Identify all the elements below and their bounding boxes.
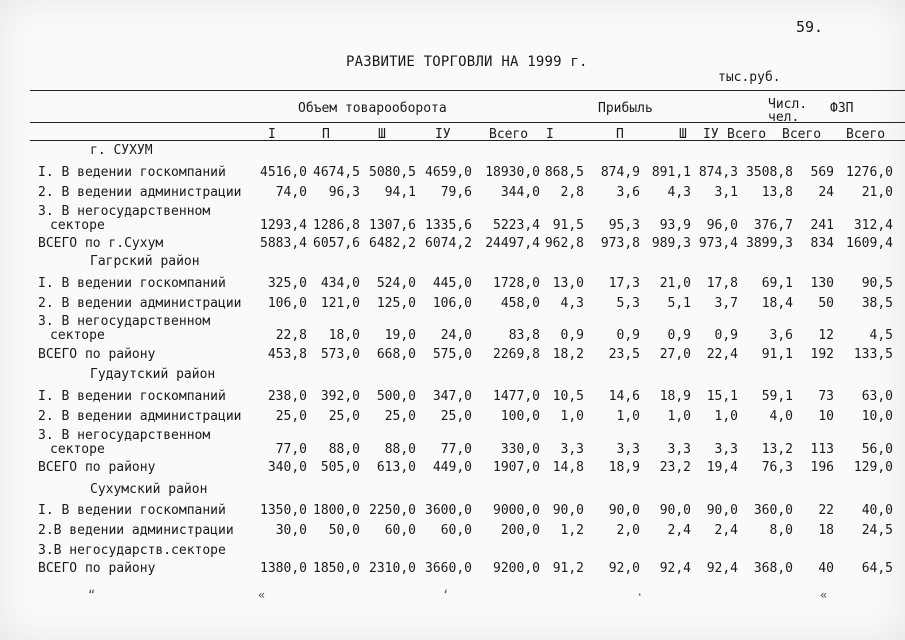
table-cell: 4516,0 <box>260 165 307 180</box>
table-cell: 90,5 <box>861 276 893 291</box>
table-cell: 453,8 <box>267 347 307 362</box>
row-label: ВСЕГО по району <box>38 460 156 475</box>
row-label: ВСЕГО по району <box>38 347 156 362</box>
table-cell: 344,0 <box>500 185 540 200</box>
table-cell: 15,1 <box>706 389 738 404</box>
table-cell: 90,0 <box>706 503 738 518</box>
table-cell: 330,0 <box>500 442 540 457</box>
table-cell: 1380,0 <box>260 561 307 576</box>
table-cell: 238,0 <box>267 389 307 404</box>
table-cell: 1,0 <box>667 409 691 424</box>
table-cell: 92,4 <box>706 561 738 576</box>
table-cell: 1477,0 <box>493 389 540 404</box>
section-title <box>0 482 905 500</box>
table-cell: 22 <box>818 503 834 518</box>
margin-mark: “ <box>88 588 96 602</box>
table-cell: 973,4 <box>698 236 738 251</box>
table-cell: 121,0 <box>320 296 360 311</box>
table-cell: 3660,0 <box>425 561 472 576</box>
row-values <box>0 296 905 314</box>
table-cell: 50 <box>818 296 834 311</box>
table-cell: 24 <box>818 185 834 200</box>
margin-mark: « <box>258 588 266 602</box>
table-cell: 13,8 <box>761 185 793 200</box>
table-cell: 573,0 <box>320 347 360 362</box>
row-label: 3. В негосударственном <box>38 314 211 329</box>
table-cell: 17,8 <box>706 276 738 291</box>
table-cell: 874,3 <box>698 165 738 180</box>
table-cell: 96,0 <box>706 218 738 233</box>
row-values <box>0 523 905 541</box>
header-staff-line1: Числ. <box>768 97 808 112</box>
row-values <box>0 389 905 407</box>
table-cell: 40 <box>818 561 834 576</box>
table-cell: 30,0 <box>275 523 307 538</box>
table-cell: 4,0 <box>769 409 793 424</box>
table-cell: 19,4 <box>706 460 738 475</box>
table-cell: 524,0 <box>376 276 416 291</box>
table-cell: 1276,0 <box>846 165 893 180</box>
table-cell: 96,3 <box>328 185 360 200</box>
row-label: I. В ведении госкомпаний <box>38 276 226 291</box>
col-header-fzp-total: Всего <box>846 127 886 142</box>
table-cell: 24497,4 <box>485 236 540 251</box>
table-cell: 3,3 <box>714 442 738 457</box>
table-cell: 5080,5 <box>369 165 416 180</box>
header-top-rule <box>30 90 905 91</box>
table-cell: 106,0 <box>267 296 307 311</box>
table-cell: 76,3 <box>761 460 793 475</box>
table-cell: 1,0 <box>560 409 584 424</box>
margin-mark: « <box>820 588 828 602</box>
table-cell: 6057,6 <box>313 236 360 251</box>
table-cell: 93,9 <box>659 218 691 233</box>
table-cell: 2310,0 <box>369 561 416 576</box>
header-mid-rule <box>30 122 905 123</box>
table-cell: 94,1 <box>384 185 416 200</box>
table-cell: 569 <box>810 165 834 180</box>
table-cell: 2,8 <box>560 185 584 200</box>
table-cell: 38,5 <box>861 296 893 311</box>
table-cell: 2269,8 <box>493 347 540 362</box>
table-cell: 575,0 <box>432 347 472 362</box>
table-cell: 18,0 <box>328 328 360 343</box>
table-cell: 90,0 <box>608 503 640 518</box>
table-cell: 1,0 <box>616 409 640 424</box>
table-cell: 4674,5 <box>313 165 360 180</box>
table-cell: 133,5 <box>853 347 893 362</box>
section-title-text: Сухумский район <box>90 482 208 497</box>
table-cell: 91,5 <box>552 218 584 233</box>
table-cell: 3,3 <box>667 442 691 457</box>
table-cell: 18,4 <box>761 296 793 311</box>
table-cell: 130 <box>810 276 834 291</box>
table-cell: 668,0 <box>376 347 416 362</box>
table-cell: 9200,0 <box>493 561 540 576</box>
col-header-staff-total: Всего <box>782 127 822 142</box>
page-title: РАЗВИТИЕ ТОРГОВЛИ НА 1999 г. <box>346 54 588 70</box>
row-label: I. В ведении госкомпаний <box>38 165 226 180</box>
table-cell: 3,1 <box>714 185 738 200</box>
section-title <box>0 254 905 272</box>
table-cell: 56,0 <box>861 442 893 457</box>
header-profit: Прибыль <box>598 101 653 116</box>
table-cell: 69,1 <box>761 276 793 291</box>
table-cell: 3,3 <box>616 442 640 457</box>
table-cell: 1907,0 <box>493 460 540 475</box>
table-cell: 100,0 <box>500 409 540 424</box>
table-cell: 40,0 <box>861 503 893 518</box>
row-label: 2. В ведении администрации <box>38 409 242 424</box>
col-header-q4: IУ <box>435 127 451 142</box>
table-cell: 4659,0 <box>425 165 472 180</box>
table-cell: 21,0 <box>659 276 691 291</box>
row-values <box>0 328 905 346</box>
table-cell: 0,9 <box>560 328 584 343</box>
col-header-q3: Ш <box>378 127 386 142</box>
table-cell: 973,8 <box>600 236 640 251</box>
table-cell: 14,8 <box>552 460 584 475</box>
table-cell: 21,0 <box>861 185 893 200</box>
table-cell: 1335,6 <box>425 218 472 233</box>
table-cell: 22,4 <box>706 347 738 362</box>
row-label-line2: секторе <box>50 328 105 343</box>
table-cell: 3,3 <box>560 442 584 457</box>
table-cell: 18,9 <box>608 460 640 475</box>
row-label: ВСЕГО по г.Сухум <box>38 236 164 251</box>
table-cell: 6482,2 <box>369 236 416 251</box>
row-values <box>0 503 905 521</box>
table-cell: 60,0 <box>384 523 416 538</box>
col-header-profit-q1: I <box>546 127 554 142</box>
table-cell: 1293,4 <box>260 218 307 233</box>
table-cell: 2,4 <box>667 523 691 538</box>
table-cell: 4,5 <box>869 328 893 343</box>
row-label: 3. В негосударственном <box>38 204 211 219</box>
page-number: 59. <box>796 18 824 36</box>
col-header-profit-total: Всего <box>727 127 767 142</box>
table-cell: 0,9 <box>667 328 691 343</box>
table-cell: 18930,0 <box>485 165 540 180</box>
header-bottom-rule <box>30 140 905 141</box>
row-label-line2: секторе <box>50 218 105 233</box>
table-cell: 5,1 <box>667 296 691 311</box>
header-staff-line2: чел. <box>768 110 800 125</box>
table-cell: 113 <box>810 442 834 457</box>
row-values <box>0 460 905 478</box>
table-cell: 4,3 <box>560 296 584 311</box>
table-cell: 834 <box>810 236 834 251</box>
table-cell: 79,6 <box>440 185 472 200</box>
row-label: I. В ведении госкомпаний <box>38 503 226 518</box>
row-values <box>0 561 905 579</box>
row-label: 3.В негосударств.секторе <box>38 543 226 558</box>
table-cell: 340,0 <box>267 460 307 475</box>
row-values <box>0 347 905 365</box>
table-cell: 874,9 <box>600 165 640 180</box>
table-cell: 458,0 <box>500 296 540 311</box>
table-cell: 25,0 <box>384 409 416 424</box>
table-cell: 3508,8 <box>746 165 793 180</box>
table-cell: 5883,4 <box>260 236 307 251</box>
margin-mark: ‘ <box>442 588 450 602</box>
table-cell: 10,0 <box>861 409 893 424</box>
table-cell: 25,0 <box>440 409 472 424</box>
table-cell: 90,0 <box>659 503 691 518</box>
table-cell: 1728,0 <box>493 276 540 291</box>
table-cell: 8,0 <box>769 523 793 538</box>
table-cell: 27,0 <box>659 347 691 362</box>
table-cell: 10,5 <box>552 389 584 404</box>
table-cell: 2,0 <box>616 523 640 538</box>
table-cell: 962,8 <box>544 236 584 251</box>
table-cell: 73 <box>818 389 834 404</box>
row-label: I. В ведении госкомпаний <box>38 389 226 404</box>
table-cell: 24,0 <box>440 328 472 343</box>
table-cell: 5,3 <box>616 296 640 311</box>
table-cell: 2,4 <box>714 523 738 538</box>
table-cell: 17,3 <box>608 276 640 291</box>
table-cell: 12 <box>818 328 834 343</box>
col-header-q2: П <box>322 127 330 142</box>
table-cell: 13,0 <box>552 276 584 291</box>
table-cell: 505,0 <box>320 460 360 475</box>
table-cell: 0,9 <box>714 328 738 343</box>
table-cell: 64,5 <box>861 561 893 576</box>
row-label-line2: секторе <box>50 442 105 457</box>
table-cell: 2250,0 <box>369 503 416 518</box>
table-cell: 77,0 <box>440 442 472 457</box>
table-cell: 125,0 <box>376 296 416 311</box>
section-title <box>0 367 905 385</box>
table-cell: 4,3 <box>667 185 691 200</box>
section-title-text: Гудаутский район <box>90 367 216 382</box>
table-cell: 3600,0 <box>425 503 472 518</box>
table-cell: 18,2 <box>552 347 584 362</box>
header-turnover: Объем товарооборота <box>298 101 447 116</box>
table-cell: 891,1 <box>651 165 691 180</box>
table-cell: 989,3 <box>651 236 691 251</box>
table-cell: 95,3 <box>608 218 640 233</box>
table-cell: 312,4 <box>853 218 893 233</box>
table-cell: 196 <box>810 460 834 475</box>
table-cell: 3899,3 <box>746 236 793 251</box>
col-header-profit-q2: П <box>616 127 624 142</box>
section-title-text: г. СУХУМ <box>90 143 153 158</box>
table-cell: 24,5 <box>861 523 893 538</box>
row-values <box>0 218 905 236</box>
table-cell: 1850,0 <box>313 561 360 576</box>
table-cell: 392,0 <box>320 389 360 404</box>
row-values <box>0 409 905 427</box>
table-cell: 613,0 <box>376 460 416 475</box>
margin-marks <box>0 588 905 608</box>
table-cell: 241 <box>810 218 834 233</box>
col-header-profit-q4: IУ <box>703 127 719 142</box>
table-cell: 59,1 <box>761 389 793 404</box>
table-cell: 868,5 <box>544 165 584 180</box>
col-header-q1: I <box>268 127 276 142</box>
row-label: ВСЕГО по району <box>38 561 156 576</box>
table-cell: 9000,0 <box>493 503 540 518</box>
table-cell: 88,0 <box>328 442 360 457</box>
table-cell: 0,9 <box>616 328 640 343</box>
table-cell: 129,0 <box>853 460 893 475</box>
table-cell: 18 <box>818 523 834 538</box>
table-cell: 5223,4 <box>493 218 540 233</box>
table-cell: 6074,2 <box>425 236 472 251</box>
margin-mark: · <box>636 588 644 602</box>
table-cell: 92,4 <box>659 561 691 576</box>
section-title <box>0 143 905 161</box>
table-cell: 10 <box>818 409 834 424</box>
table-cell: 77,0 <box>275 442 307 457</box>
table-cell: 22,8 <box>275 328 307 343</box>
table-cell: 347,0 <box>432 389 472 404</box>
table-cell: 192 <box>810 347 834 362</box>
table-cell: 325,0 <box>267 276 307 291</box>
table-cell: 19,0 <box>384 328 416 343</box>
table-cell: 74,0 <box>275 185 307 200</box>
table-cell: 83,8 <box>508 328 540 343</box>
row-values <box>0 442 905 460</box>
table-cell: 23,2 <box>659 460 691 475</box>
table-cell: 200,0 <box>500 523 540 538</box>
table-cell: 445,0 <box>432 276 472 291</box>
table-cell: 368,0 <box>753 561 793 576</box>
table-cell: 23,5 <box>608 347 640 362</box>
row-label: 2. В ведении администрации <box>38 185 242 200</box>
table-cell: 1286,8 <box>313 218 360 233</box>
table-cell: 1,2 <box>560 523 584 538</box>
table-cell: 25,0 <box>275 409 307 424</box>
table-cell: 1307,6 <box>369 218 416 233</box>
table-cell: 376,7 <box>753 218 793 233</box>
table-cell: 3,6 <box>616 185 640 200</box>
units-label: тыс.руб. <box>718 70 781 85</box>
table-cell: 14,6 <box>608 389 640 404</box>
section-title-text: Гагрский район <box>90 254 200 269</box>
table-cell: 18,9 <box>659 389 691 404</box>
table-cell: 60,0 <box>440 523 472 538</box>
row-private <box>0 543 905 561</box>
table-cell: 1350,0 <box>260 503 307 518</box>
row-label: 2.В ведении администрации <box>38 523 234 538</box>
table-cell: 360,0 <box>753 503 793 518</box>
row-values <box>0 165 905 183</box>
table-cell: 90,0 <box>552 503 584 518</box>
row-values <box>0 276 905 294</box>
row-label: 3. В негосударственном <box>38 428 211 443</box>
table-cell: 434,0 <box>320 276 360 291</box>
table-cell: 50,0 <box>328 523 360 538</box>
table-cell: 92,0 <box>608 561 640 576</box>
col-header-profit-q3: Ш <box>679 127 687 142</box>
table-cell: 91,2 <box>552 561 584 576</box>
table-cell: 449,0 <box>432 460 472 475</box>
table-cell: 1609,4 <box>846 236 893 251</box>
table-cell: 3,6 <box>769 328 793 343</box>
table-cell: 1800,0 <box>313 503 360 518</box>
table-cell: 25,0 <box>328 409 360 424</box>
row-values <box>0 236 905 254</box>
table-cell: 1,0 <box>714 409 738 424</box>
header-fzp: ФЗП <box>830 101 854 116</box>
table-cell: 106,0 <box>432 296 472 311</box>
row-label: 2. В ведении администрации <box>38 296 242 311</box>
table-cell: 13,2 <box>761 442 793 457</box>
table-cell: 500,0 <box>376 389 416 404</box>
table-cell: 91,1 <box>761 347 793 362</box>
row-values <box>0 185 905 203</box>
table-cell: 3,7 <box>714 296 738 311</box>
col-header-total: Всего <box>489 127 529 142</box>
table-cell: 63,0 <box>861 389 893 404</box>
table-cell: 88,0 <box>384 442 416 457</box>
